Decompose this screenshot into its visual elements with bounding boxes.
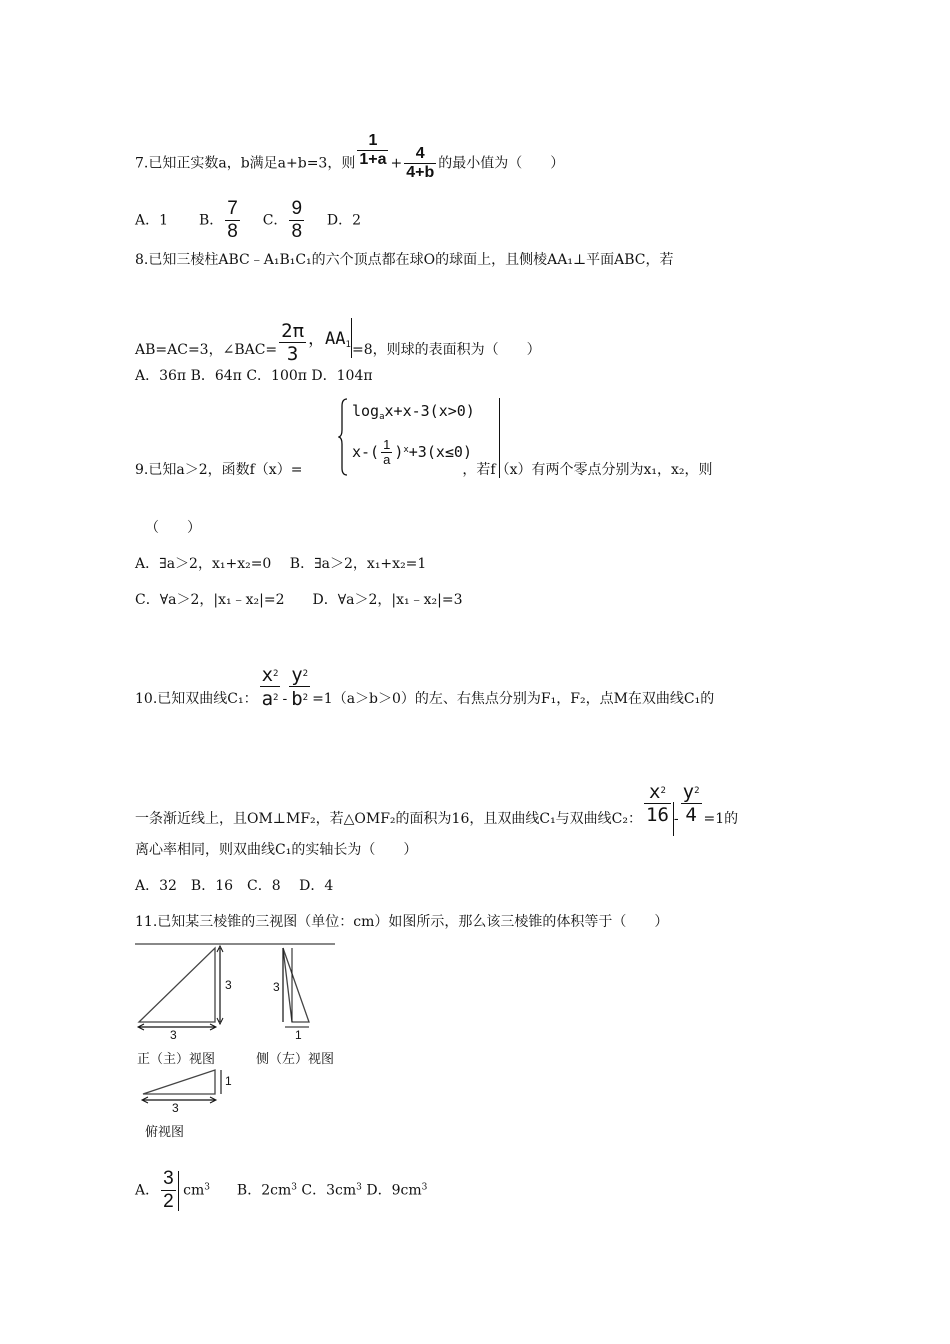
- q8-aa: ，$AA_1$: [308, 329, 351, 350]
- q8-prefix: AB=AC=3，∠BAC=: [135, 342, 278, 358]
- q10-line-1: [135, 663, 714, 710]
- q10-line-2-prefix: 一条渐近线上，且OM⊥MF₂，若△OMF₂的面积为16，且双曲线C₁与双曲线C₂：: [135, 811, 643, 827]
- q7-suffix: 的最小值为（ ）: [438, 155, 565, 172]
- q11-options: A． $\frac{3}{2}$ $cm^3$ B．$2cm^3$ C．$3cm^3$ D．$9cm^3$: [135, 1168, 428, 1212]
- q10-minus-2: -: [673, 811, 679, 827]
- side-height-label: 3: [273, 980, 280, 994]
- q7-option-a: A．1: [135, 212, 169, 229]
- q7-option-c: C．: [262, 212, 288, 229]
- q7-fraction-2: $\frac{4}{4+b}$: [406, 145, 435, 181]
- q9-paren: （ ）: [145, 520, 201, 536]
- q11-stem: 11.已知某三棱锥的三视图（单位：cm）如图所示，那么该三棱锥的体积等于（ ）: [135, 914, 669, 930]
- front-width-label: 3: [170, 1028, 177, 1042]
- q11-option-c: C．3cm: [301, 1182, 357, 1199]
- q11-option-a-fraction: $\frac{3}{2}$: [163, 1168, 174, 1212]
- q9-case-1: $\log_ax+x-3(x>0)$: [352, 402, 475, 422]
- q10-fraction-c2y: $\frac{y^2}{4}$: [682, 781, 700, 826]
- front-height-label: 3: [225, 978, 232, 992]
- q8-fraction: $\frac{2\pi}{3}$: [281, 320, 305, 365]
- q10-line-2-suffix: =1的: [703, 811, 739, 827]
- q7-plus: +: [390, 155, 403, 172]
- q7-fraction-1: $\frac{1}{1+a}$: [359, 132, 387, 168]
- q10-fraction-c2x: $\frac{x^2}{16}$: [646, 781, 669, 826]
- q8-line-2: [135, 318, 541, 365]
- q7-options: [135, 198, 361, 243]
- q7-option-b: B．: [198, 212, 224, 229]
- three-view-diagram: [135, 940, 345, 1140]
- q11-option-d: D．9cm: [366, 1182, 422, 1199]
- q9-options-ab: A．∃a＞2，x₁+x₂=0 B．∃a＞2，x₁+x₂=1: [135, 556, 427, 572]
- q7-option-b-fraction: $\frac{7}{8}$: [227, 198, 238, 242]
- top-width-label: 3: [172, 1101, 179, 1115]
- side-view-label: 侧（左）视图: [256, 1051, 335, 1066]
- q11-unit: cm: [183, 1182, 205, 1199]
- q9-options-cd: C．∀a＞2，|x₁﹣x₂|=2 D．∀a＞2，|x₁﹣x₂|=3: [135, 592, 463, 608]
- q7-option-c-fraction: $\frac{9}{8}$: [291, 198, 303, 242]
- q7-stem: [135, 132, 565, 182]
- top-height-label: 1: [225, 1074, 232, 1088]
- top-view-triangle: [143, 1070, 215, 1094]
- q9-case-2-fraction: $\frac{1}{a}$: [383, 437, 391, 467]
- q9-case-2: x-( $\frac{1}{a}$ )$^x$+3(x≤0): [352, 437, 472, 467]
- q8-suffix: =8，则球的表面积为（ ）: [351, 342, 541, 358]
- side-width-label: 1: [295, 1028, 302, 1042]
- top-view-label: 俯视图: [145, 1124, 185, 1139]
- q9-suffix: ，若f（x）有两个零点分别为x₁，x₂，则: [462, 462, 713, 478]
- q7-option-d: D．2: [326, 212, 362, 229]
- q10-options: A．32 B．16 C．8 D．4: [135, 878, 334, 894]
- q10-fraction-y: $\frac{y^2}{b^2}$: [291, 664, 309, 710]
- front-view-label: 正（主）视图: [137, 1051, 216, 1066]
- q10-minus: -: [282, 691, 288, 707]
- q10-middle: =1（a＞b＞0）的左、右焦点分别为F₁，F₂，点M在双曲线C₁的: [312, 691, 715, 707]
- q7-prefix: 7.已知正实数a，b满足a+b=3，则: [135, 155, 356, 172]
- side-view-triangle: [283, 948, 309, 1022]
- q9-stem: [135, 460, 713, 480]
- q11-bar: [178, 1171, 179, 1211]
- q8-options: A．36π B．64π C．100π D．104π: [135, 368, 373, 384]
- q10-line-3: 离心率相同，则双曲线C₁的实轴长为（ ）: [135, 842, 418, 858]
- q10-fraction-x: $\frac{x^2}{a^2}$: [261, 664, 279, 710]
- q10-line-2: [135, 780, 738, 836]
- q11-option-a: A．: [135, 1182, 160, 1199]
- q10-prefix: 10.已知双曲线C₁：: [135, 691, 258, 707]
- q11-option-b: B．2cm: [236, 1182, 292, 1199]
- front-view-triangle: [139, 948, 215, 1022]
- q8-line-1: 8.已知三棱柱ABC﹣A₁B₁C₁的六个顶点都在球O的球面上，且侧棱AA₁⊥平面ABC，若: [135, 252, 674, 268]
- q9-prefix: 9.已知a＞2，函数f（x）=: [135, 462, 303, 478]
